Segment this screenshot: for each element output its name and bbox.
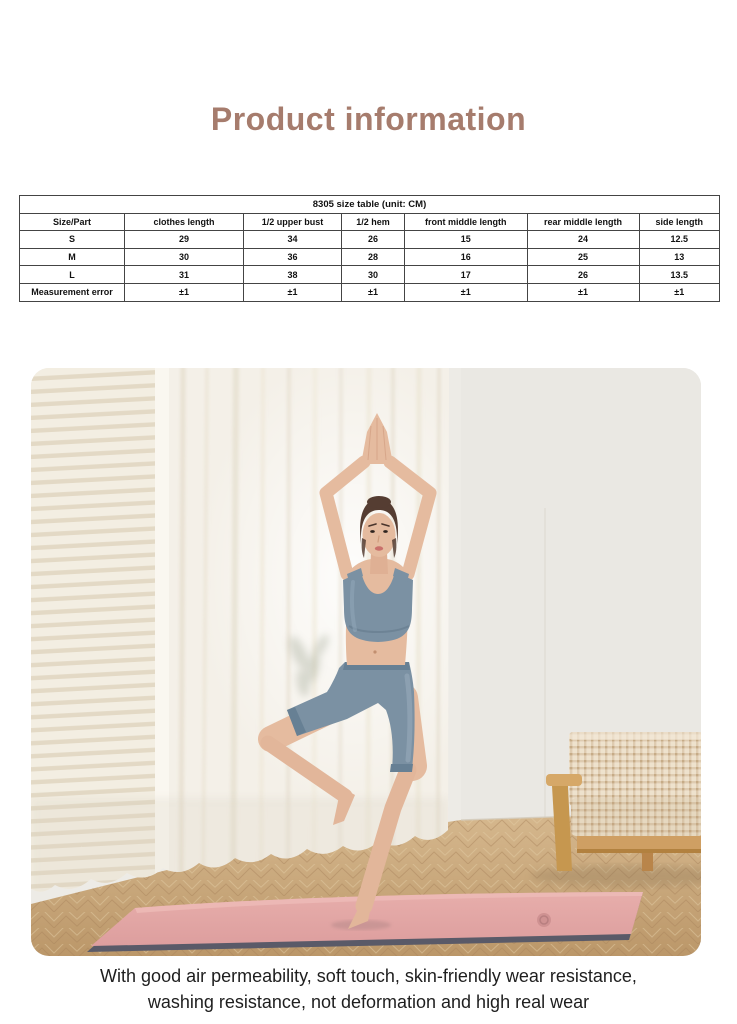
table-row-m bbox=[20, 248, 720, 266]
mat-logo bbox=[537, 913, 551, 927]
cell: ±1 bbox=[639, 283, 720, 301]
row-label: S bbox=[20, 231, 125, 249]
col-header: Size/Part bbox=[20, 213, 125, 231]
col-header: rear middle length bbox=[527, 213, 639, 231]
table-caption: 8305 size table (unit: CM) bbox=[20, 196, 720, 214]
cell: 30 bbox=[125, 248, 244, 266]
cell: ±1 bbox=[125, 283, 244, 301]
cell: 26 bbox=[527, 266, 639, 284]
row-label: L bbox=[20, 266, 125, 284]
cell: 29 bbox=[125, 231, 244, 249]
description-line-2: washing resistance, not deformation and high real wear bbox=[147, 992, 590, 1012]
cell: 12.5 bbox=[639, 231, 720, 249]
size-table-wrap bbox=[19, 195, 720, 302]
col-header: clothes length bbox=[125, 213, 244, 231]
table-row-s bbox=[20, 231, 720, 249]
cell: 34 bbox=[244, 231, 342, 249]
table-row-error bbox=[20, 283, 720, 301]
cell: 26 bbox=[342, 231, 405, 249]
product-photo bbox=[31, 368, 701, 956]
cell: 13.5 bbox=[639, 266, 720, 284]
cell: 38 bbox=[244, 266, 342, 284]
cell: 13 bbox=[639, 248, 720, 266]
cell: ±1 bbox=[527, 283, 639, 301]
cell: 31 bbox=[125, 266, 244, 284]
cell: ±1 bbox=[405, 283, 528, 301]
table-header-row bbox=[20, 213, 720, 231]
col-header: front middle length bbox=[405, 213, 528, 231]
row-label: Measurement error bbox=[20, 283, 125, 301]
cell: ±1 bbox=[244, 283, 342, 301]
col-header: 1/2 hem bbox=[342, 213, 405, 231]
col-header: side length bbox=[639, 213, 720, 231]
table-row-l bbox=[20, 266, 720, 284]
bench-leg bbox=[642, 853, 653, 871]
cell: 24 bbox=[527, 231, 639, 249]
cell: ±1 bbox=[342, 283, 405, 301]
size-table bbox=[19, 195, 720, 302]
cell: 28 bbox=[342, 248, 405, 266]
description-line-1: With good air permeability, soft touch, skin-friendly wear resistance, bbox=[100, 966, 637, 986]
cell: 16 bbox=[405, 248, 528, 266]
cell: 15 bbox=[405, 231, 528, 249]
cell: 17 bbox=[405, 266, 528, 284]
cell: 30 bbox=[342, 266, 405, 284]
page-title: Product information bbox=[210, 101, 527, 137]
row-label: M bbox=[20, 248, 125, 266]
navel bbox=[373, 650, 376, 653]
bench-backrest-cushion bbox=[569, 732, 701, 806]
product-description bbox=[0, 963, 737, 1015]
table-caption-row bbox=[20, 196, 720, 214]
sheer-curtain bbox=[31, 368, 506, 908]
photo-illustration bbox=[31, 368, 701, 956]
cell: 36 bbox=[244, 248, 342, 266]
cell: 25 bbox=[527, 248, 639, 266]
col-header: 1/2 upper bust bbox=[244, 213, 342, 231]
bench-armrest-top bbox=[546, 774, 582, 786]
